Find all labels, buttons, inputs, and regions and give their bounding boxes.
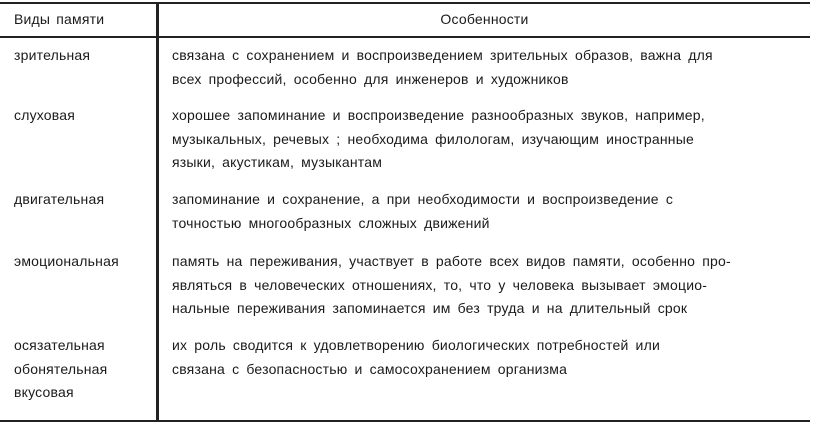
features-text-line: хорошее запоминание и воспроизведение разнообразных звуков, например, [172,107,705,123]
memory-type-cell [14,334,152,405]
memory-type-label: зрительная [14,47,91,63]
features-text-line: языки, акустикам, музыкантам [172,154,383,170]
features-text-line: связана с безопасностью и самосохранением организма [172,360,568,377]
header-features: Особенности [440,11,529,27]
memory-features-cell [172,188,802,235]
features-text-line: являться в человеческих отношениях, то, что у человека вызывает эмоцио- [172,276,708,293]
features-text-line: нальные переживания запоминается им без труда и на длительный срок [172,300,688,316]
memory-type-label: обонятельная [14,360,108,377]
memory-type-label: вкусовая [14,384,74,400]
features-text-line: память на переживания, участвует в работе всех видов памяти, особенно про- [172,253,731,269]
memory-type-cell [14,250,152,274]
memory-type-label: эмоциональная [14,253,119,269]
features-text-line: музыкальных, речевых ; необходима филологам, изучающим иностранные [172,130,694,147]
table-column-divider [156,2,159,422]
memory-features-cell [172,334,802,381]
memory-type-label: слуховая [14,107,76,123]
memory-type-cell [14,188,152,212]
memory-features-cell [172,104,802,175]
features-text-line: их роль сводится к удовлетворению биологических потребностей или [172,337,660,353]
table-header-rule [0,36,810,38]
memory-type-label: двигательная [14,191,105,207]
features-text-line: точностью многообразных сложных движений [172,214,490,231]
features-text-line: всех профессий, особенно для инженеров и художников [172,70,569,87]
memory-type-cell [14,44,152,68]
features-text-line: связана с сохранением и воспроизведением зрительных образов, важна для [172,47,713,63]
memory-features-cell [172,44,802,91]
memory-type-label: осязательная [14,337,105,353]
table-top-rule [0,2,810,4]
features-text-line: запоминание и сохранение, а при необходимости и воспроизведение с [172,191,674,207]
memory-features-cell [172,250,802,321]
table-bottom-rule [0,420,810,422]
memory-type-cell [14,104,152,128]
header-memory-types: Виды памяти [14,11,105,27]
